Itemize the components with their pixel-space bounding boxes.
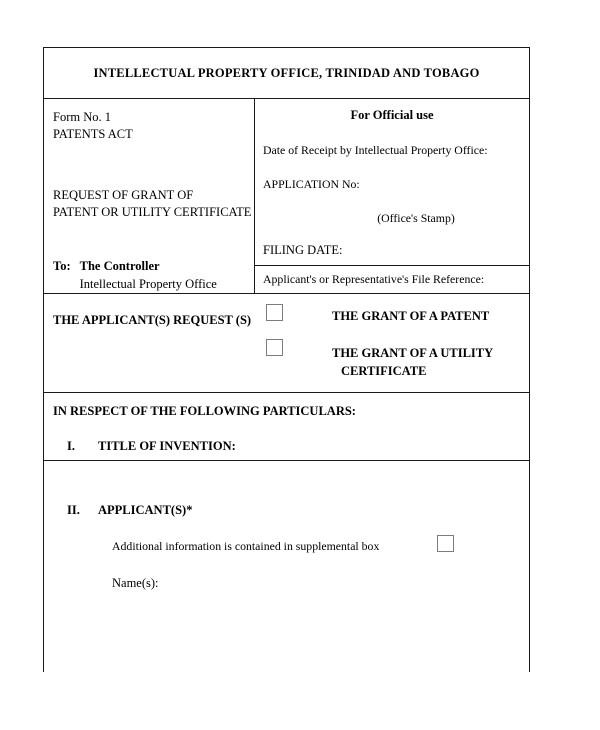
form-number: Form No. 1 <box>53 110 111 124</box>
form-header-columns <box>44 99 529 294</box>
official-use-body <box>255 99 529 243</box>
official-use-heading: For Official use <box>350 108 434 122</box>
official-use-column <box>255 99 529 293</box>
date-of-receipt-field[interactable]: Date of Receipt by Intellectual Property Office: <box>263 143 488 157</box>
act-name: PATENTS ACT <box>53 127 133 141</box>
addressee-block <box>53 257 254 293</box>
applicants-section <box>44 461 529 591</box>
document-header <box>44 48 529 99</box>
item-numeral-2: II. <box>67 503 80 517</box>
checkbox-grant-of-utility-certificate[interactable] <box>266 339 283 356</box>
file-reference-field[interactable]: Applicant's or Representative's File Reference: <box>263 272 485 286</box>
request-section <box>44 294 529 393</box>
form-document <box>43 47 530 672</box>
item-numeral-1: I. <box>67 439 75 453</box>
addressee-line-1: The Controller <box>79 259 160 273</box>
title-of-invention-label[interactable]: TITLE OF INVENTION: <box>98 439 236 453</box>
request-section-label: THE APPLICANT(S) REQUEST (S) <box>53 313 252 327</box>
supplemental-note-text: Additional information is contained in supplemental box <box>112 539 380 553</box>
particulars-section <box>44 393 529 461</box>
names-field-label[interactable]: Name(s): <box>112 576 159 590</box>
filing-date-field[interactable]: FILING DATE: <box>255 243 529 266</box>
particulars-heading: IN RESPECT OF THE FOLLOWING PARTICULARS: <box>53 404 356 418</box>
label-grant-of-utility-certificate <box>332 344 493 380</box>
addressee-line-2: Intellectual Property Office <box>79 277 217 291</box>
label-grant-of-patent: THE GRANT OF A PATENT <box>332 309 490 323</box>
utility-label-line-2: CERTIFICATE <box>341 364 427 378</box>
office-stamp-area: (Office's Stamp) <box>377 211 455 225</box>
supplemental-box-note <box>112 539 529 554</box>
addressee-label: To: <box>53 259 71 273</box>
checkbox-grant-of-patent[interactable] <box>266 304 283 321</box>
utility-label-line-1: THE GRANT OF A UTILITY <box>332 346 494 360</box>
particulars-item-title-of-invention <box>53 439 529 454</box>
request-title-line-1: REQUEST OF GRANT OF <box>53 188 194 202</box>
checkbox-supplemental-box[interactable] <box>437 535 454 552</box>
form-identification-column <box>44 99 255 293</box>
applicants-item-heading <box>53 503 529 518</box>
page-title: INTELLECTUAL PROPERTY OFFICE, TRINIDAD AND TOBAGO <box>93 65 480 80</box>
applicants-label: APPLICANT(S)* <box>98 503 193 517</box>
request-title-line-2: PATENT OR UTILITY CERTIFICATE <box>53 205 252 219</box>
application-number-field[interactable]: APPLICATION No: <box>263 177 360 191</box>
